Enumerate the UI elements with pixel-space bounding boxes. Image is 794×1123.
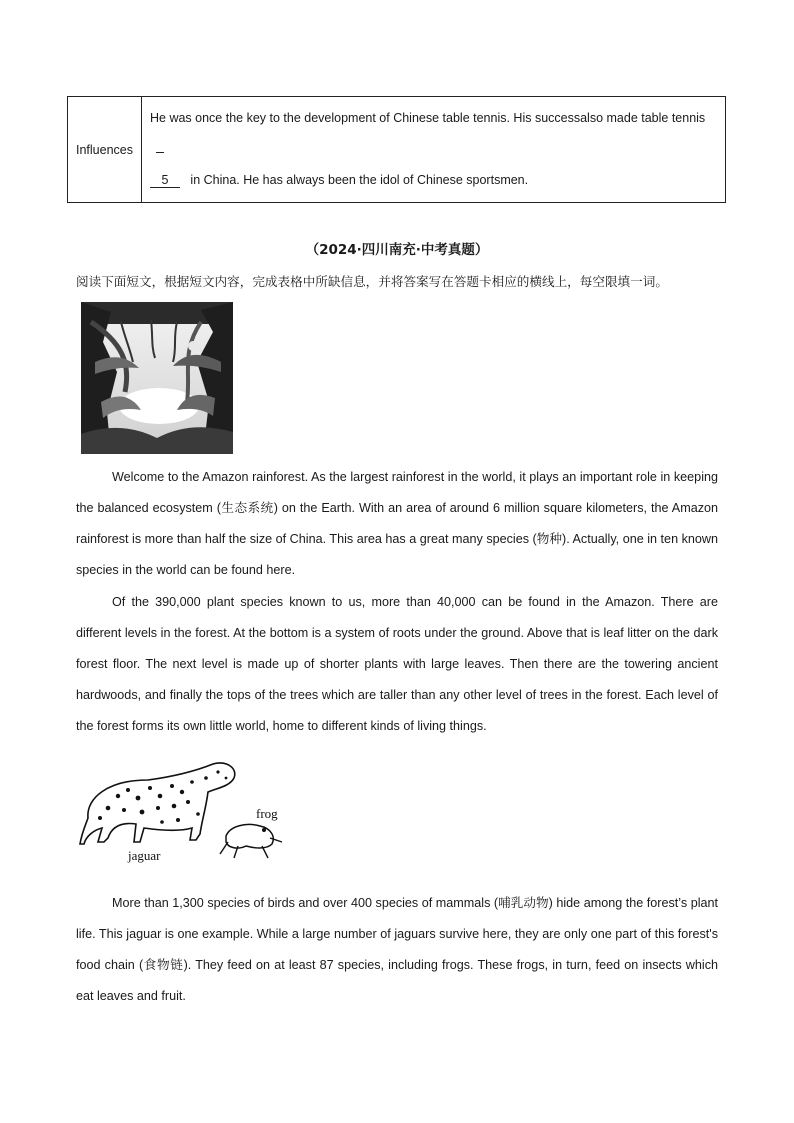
table-row-text xyxy=(142,97,726,203)
jaguar-drawing xyxy=(80,763,235,863)
blank-number: 5 xyxy=(161,173,169,187)
paragraph-3: More than 1,300 species of birds and over 400 species of mammals (哺乳动物) hide among the forest’s plant life. This jaguar is one example. While a large number of jaguars survive here, they are only one part of this forest's food chain (食物链). They feed on at least 87 species, including frogs. These frogs, in turn, feed on insects which eat leaves and fruit. xyxy=(76,896,718,1003)
influences-table xyxy=(67,96,726,203)
table-row-label: Influences xyxy=(68,97,142,203)
text-before-blank: He was once the key to the development of Chinese table tennis. His successalso made table tennis xyxy=(150,111,706,125)
text-after-blank: in China. He has always been the idol of Chinese sportsmen. xyxy=(190,173,529,187)
table-row xyxy=(68,97,726,203)
paragraph-1: Welcome to the Amazon rainforest. As the largest rainforest in the world, it plays an important role in keeping the balanced ecosystem (生态系统) on the Earth. With an area of around 6 million square kilometers, the Amazon rainforest is more than half the size of China. This area has a great many species (物种). Actually, one in ten known species in the world can be found here. xyxy=(76,470,718,577)
answer-blank-5[interactable] xyxy=(150,173,180,188)
rainforest-image xyxy=(81,302,233,454)
jaguar-frog-image xyxy=(78,758,293,866)
blank-line-tail xyxy=(156,152,164,153)
frog-drawing xyxy=(220,806,282,858)
exam-source-heading: （2024·四川南充·中考真题） xyxy=(305,242,489,258)
paragraph-2: Of the 390,000 plant species known to us, more than 40,000 can be found in the Amazon. There are different levels in the forest. At the bottom is a system of roots under the ground. Above that is leaf litter on the dark forest floor. The next level is made up of shorter plants with large leaves. Then there are the towering ancient hardwoods, and finally the tops of the trees which are taller than any other level of trees in the forest. Each level of the forest forms its own little world, home to different kinds of living things. xyxy=(76,595,718,733)
instructions: 阅读下面短文，根据短文内容，完成表格中所缺信息，并将答案写在答题卡相应的横线上，每空限填一词。 xyxy=(76,274,668,289)
jaguar-label: jaguar xyxy=(128,848,161,863)
frog-label: frog xyxy=(256,806,278,821)
